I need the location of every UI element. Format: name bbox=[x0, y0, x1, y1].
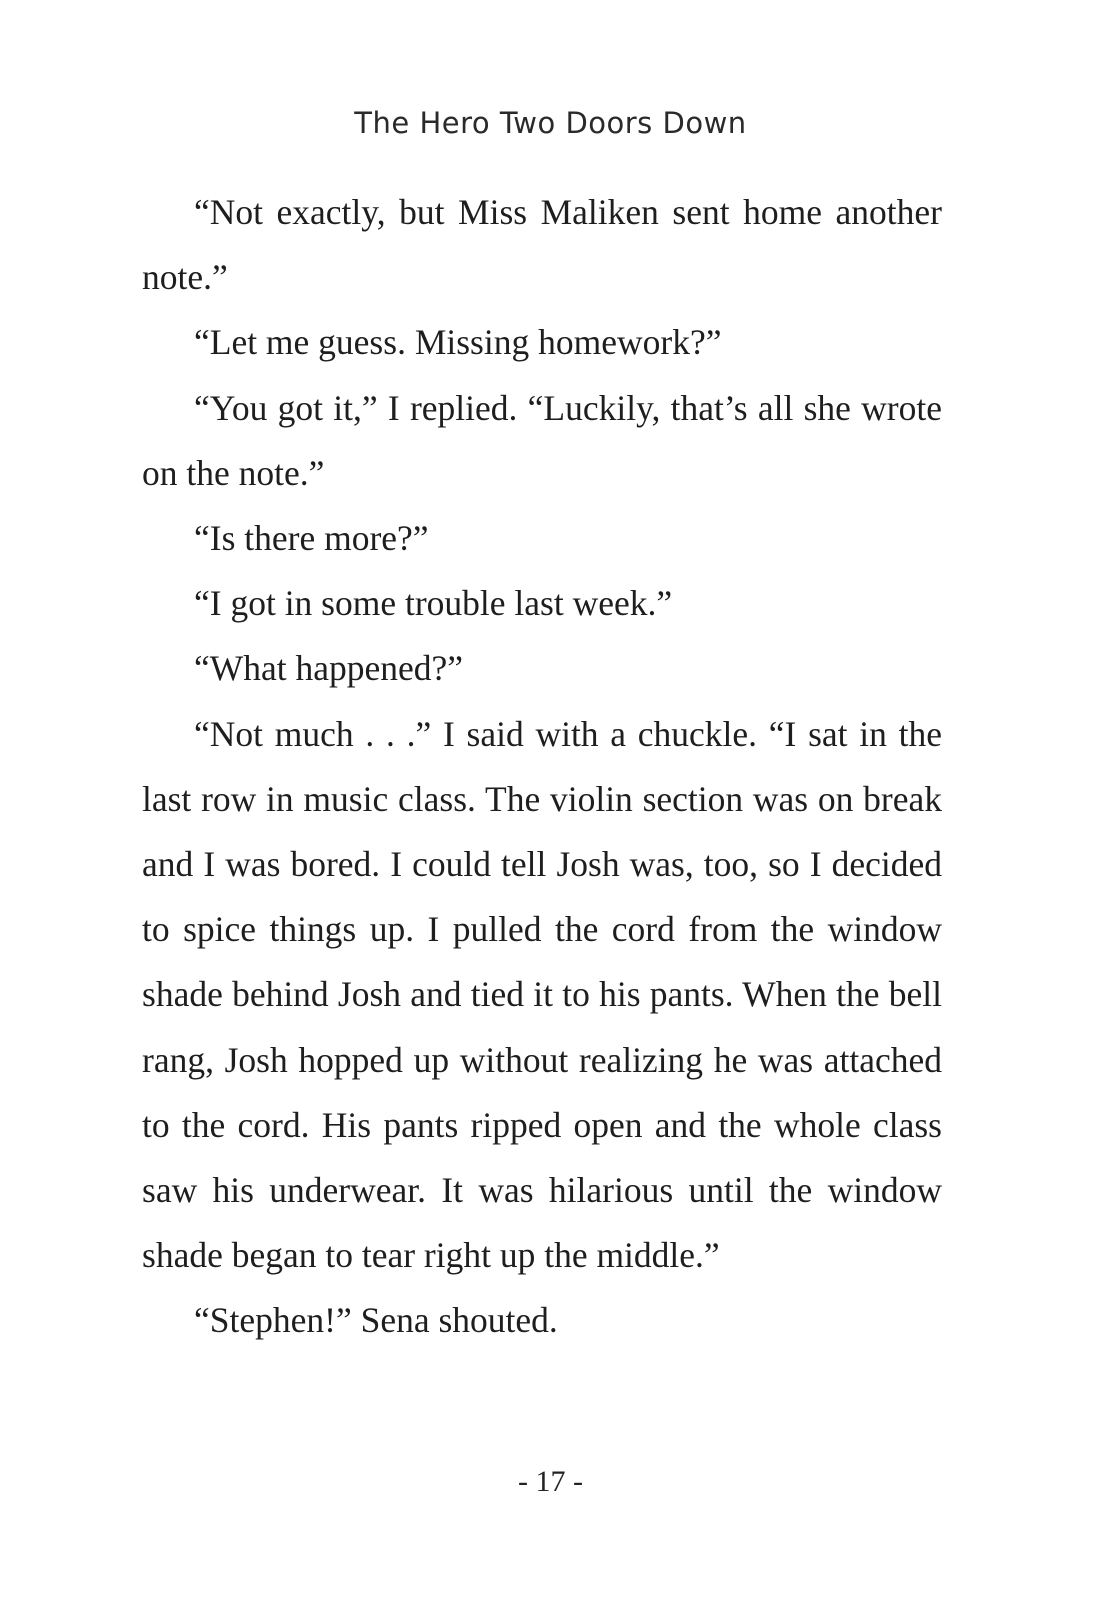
body-text bbox=[142, 180, 942, 1354]
paragraph: “Let me guess. Missing homework?” bbox=[194, 322, 722, 363]
paragraph: “What happened?” bbox=[194, 648, 464, 689]
paragraph: “You got it,” I replied. “Luckily, that’s all she wrote on the note.” bbox=[142, 387, 942, 493]
paragraph: “I got in some trouble last week.” bbox=[194, 583, 673, 624]
paragraph: “Not much . . .” I said with a chuckle. “I sat in the last row in music class. The violin section was on break and I was bored. I could tell Josh was, too, so I decided to spice things up. I pulled the cord from the window shade behind Josh and tied it to his pants. When the bell rang, Josh hopped up without realizing he was attached to the cord. His pants ripped open and the whole class saw his underwear. It was hilarious until the window shade began to tear right up the middle.” bbox=[142, 713, 942, 1276]
running-head: The Hero Two Doors Down bbox=[354, 106, 747, 140]
paragraph: “Stephen!” Sena shouted. bbox=[194, 1300, 558, 1341]
paragraph: “Not exactly, but Miss Maliken sent home another note.” bbox=[142, 192, 942, 298]
page-number: - 17 - bbox=[518, 1465, 583, 1498]
paragraph: “Is there more?” bbox=[194, 518, 429, 559]
